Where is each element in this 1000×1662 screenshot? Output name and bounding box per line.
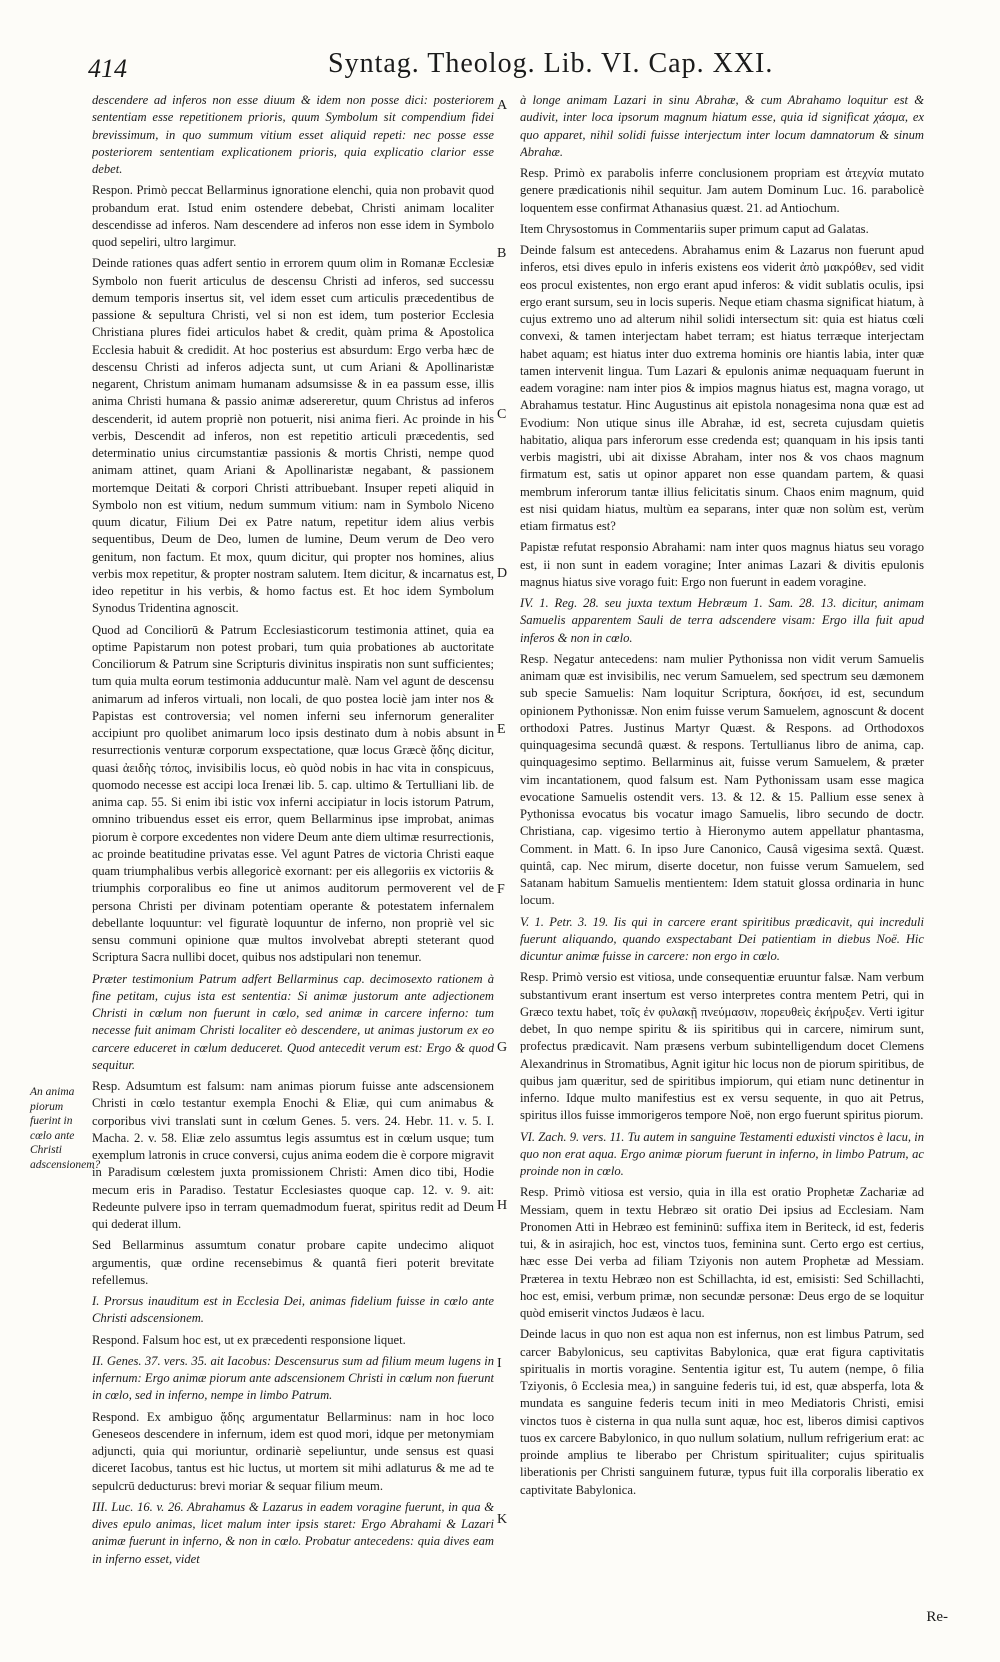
- paragraph: Quod ad Conciliorū & Patrum Ecclesiasticorum testimonia attinet, quia ea optime Papistarum non potest probari, tum quia probationes ab auctoritate Conciliorum & Patrum sine Scripturis divinitus inspiratis non sunt sufficientes; tum quia multa eorum testimonia adducuntur malè. Nam vel agunt de descensu animarum ad inferos virtuali, non locali, de quo postea lociè jam inter nos & Papistas est controversia; vel nomen inferni seu infernorum generaliter accipiunt pro quolibet animarum loco ipsis destinato dum à nobis absunt in resurrectionis venturæ corporum exspectatione, quæ locus Græcè ᾅδης dicitur, quasi ἀειδὴς τόπος, invisibilis locus, eò quòd nobis in hac vita in conspicuus, quomodo necesse est accipi loca Irenæi lib. 5. cap. ultimo & Tertulliani lib. de anima cap. 55. Si enim ibi istic vox inferni accipiatur in locis istorum Patrum, omnino tribuendus esset eis error, quem Bellarminus ipse improbat, animas piorum è corpore excedentes non videre Deum ante diem ultimæ resurrectionis, ac proinde beatitudine privatas esse. Vel agunt Patres de victoria Christi eaque quam triumphalibus verbis allegoricè exornant: per eis allegoriis ex victoriis & triumphis corporalibus eo fine ut animos auditorum permoverent vel de persona Christi per divinam potentiam operante & potestatem infernalem debellante loquuntur: vel figuratè loquuntur de inferno, non propriè vel sic sensu communi opinione quæ multos involvebat abrepti steterant quod Scriptura Sacra nullibi docet, quibus nos adstipulari non tenemur.: [92, 622, 494, 965]
- paragraph: Respon. Primò peccat Bellarminus ignoratione elenchi, quia non probavit quod probandum erat. Istud enim ostendere debebat, Christi animam localiter descendisse ad inferos. Nam descendere ad inferos non esse idem in Symbolo quod sepeliri, ultro largimur.: [92, 183, 494, 249]
- margin-letter-h: H: [497, 1198, 508, 1213]
- left-column: [92, 92, 494, 1622]
- page-header: [88, 48, 928, 84]
- paragraph: Deinde rationes quas adfert sentio in errorem quum olim in Romanæ Ecclesiæ Symbolo non fuerit articulus de descensu Christi ad inferos, sed successu demum temporis insertus sit, vel idem esset cum articulis præcedentibus de passione & sepultura Christi, vel si non est idem, tum posterior Ecclesia Christiana plures fidei articulos habet & credit, quàm prima & Apostolica Ecclesia habuit & credidit. At hoc posterius est absurdum: Ergo verba hæc de descensu Christi ad inferos adjecta sunt, ut cum Ariani & Apollinaristæ negarent, Christum animam humanam adsumsisse & in ea passum esse, illis anima Christi humana & passio animæ adsereretur, quum Christus ad inferos descenderit, id autem propriè non potuerit, nisi anima fieri. Ac proinde in his verbis, Descendit ad inferos, non est repetitio articuli præcedentis, sed determinatio unius circumstantiæ passionis & mortis Christi, nempe quod animam attinet, quam Ariani & Apollinaristæ negabant, & passionem mortemque Deitati & corpori Christi attribuebant. Insuper repeti aliquid in Symbolo non est vitium, nedum summum vitium: nam in Symbolo Niceno quum dicatur, Filium Dei ex Patre natum, repetitur idem alius verbis sequentibus, Deum de Deo, lumen de lumine, Deum verum de Deo vero genitum, non factum. Et mox, quum dicitur, qui propter nos homines, alius verbis mox repetitur, & propter nostram salutem. Item dicitur, & incarnatus est, ideo repetitur in his verbis, & homo factus est. Et hoc idem Symbolum Synodus Tridentina agnoscit.: [92, 256, 494, 616]
- paragraph: Resp. Primò ex parabolis inferre conclusionem propriam est ἀτεχνία mutato genere prædicationis nihil sequitur. Jam autem Dominum Luc. 16. parabolicè loquentem esse confirmat Athanasius quæst. 21. ad Antiochum.: [520, 166, 924, 215]
- paragraph: V. 1. Petr. 3. 19. Iis qui in carcere erant spiritibus prædicavit, qui increduli fuerunt aliquando, quando exspectabant Dei patientiam in diebus Noë. Hic dicuntur animæ fuisse in carcere: non ergo in cœlo.: [520, 914, 924, 963]
- margin-letter-i: I: [497, 1356, 502, 1371]
- margin-letter-k: K: [497, 1512, 508, 1527]
- margin-letter-g: G: [497, 1040, 508, 1055]
- running-head: Syntag. Theolog. Lib. VI. Cap. XXI.: [328, 48, 774, 79]
- paragraph: Resp. Negatur antecedens: nam mulier Pythonissa non vidit verum Samuelis animam quæ est invisibilis, nec verum Samuelem, sed spectrum seu dæmonem sub specie Samuelis: Nam loquitur Scriptura, δοκήσει, id est, secundum opinionem Pythonissæ. Non enim fuisse verum Samuelem, agnoscunt & docent orthodoxi Patres. Justinus Martyr Quæst. & Respons. ad Orthodoxos quinquagesima secundâ quæst. & respons. Tertullianus libro de anima, cap. quinquagesimo septimo. Bellarminus ait, fuisse verum Samuelem, & præter vim incantationem, quod falsum est. Nam Pythonissam usam esse magica evocatione Samuelis ostendit vers. 13. & 12. & 15. Pallium esse senex à Pythonissa evocatus bis vocatur imago Samuelis, libro secundo de doctr. Christiana, cap. vigesimo tertio à Hieronymo autem appellatur phantasma, Comment. in Matt. 6. In ipso Jure Canonico, Causâ vigesima sextâ. Quæst. quintâ, cap. Nec mirum, diserte docetur, non fuisse verum Samuelem, sed Satanam habitum Samuelis mentientem: Idem statuit glossa ordinaria in hunc locum.: [520, 651, 924, 908]
- paragraph: Deinde falsum est antecedens. Abrahamus enim & Lazarus non fuerunt apud inferos, etsi dives epulo in inferis existens eos viderit ἀπὸ μακρόθεν, sed vidit eos procul existentes, non ergo erant apud inferos: & vidit sublatis oculis, ipsi ergo erant sursum, seu in locis superis. Neque etiam chasma significat hiatum, à cujus extremo uno ad alterum nihil solidi intersectum sit: quia est hiatus cœli convexi, & tamen interjectam habet terram; est hiatus terræque interjectam habet aquam; est hiatus inter duo extrema hominis ore hiantis labia, inter quæ tamen intervenit lingua. Tum Lazari & epulonis animæ nequaquam fuerunt in eadem voragine: nam inter pios & impios magnus hiatus est, magna vorago, ut Abrahamus testatur. Hinc Augustinus ait epistola nonagesima nona quæ est ad Evodium: Non utique sinus ille Abrahæ, id est, secreta cujusdam quietis habitatio, aliqua pars inferorum esse credenda est; quanquam in his ipsis tanti verbis magistri, ubi ait dixisse Abraham, inter nos & vos chaos magnum firmatum est, satis ut opinor apparet non esse quandam partem, & quasi membrum inferorum tantæ illius felicitatis sinum. Chaos enim magnum, quid est nisi quidam hiatus, multùm ea separans, inter quæ non solùm est, verùm etiam firmatus est?: [520, 243, 924, 533]
- paragraph: Resp. Primò versio est vitiosa, unde consequentiæ eruuntur falsæ. Nam verbum substantivum erant insertum est verso interpretes contra mentem Petri, qui in Græco textu habet, τοῖς ἐν φυλακῇ πνεύμασιν, πορευθεὶς ἐκήρυξεν. Verti igitur debet, In quo nempe spiritu & iis spiritibus qui in carcere, nimirum sunt, profectus prædicavit. Nam præsens verbum subintelligendum docet Clemens Alexandrinus in Stromatibus, Agnit igitur hic locus non de piorum spiritibus, de quibus jam quæritur, sed de spiritibus impiorum, qui etiam nunc detinentur in inferno. Idque multo manifestius est ex versu sequente, in quo ait Petrus, spiritus illos fuisse immorigeros tempore Noë, non ergo fuerunt spiritus piorum.: [520, 970, 924, 1123]
- paragraph: Papistæ refutat responsio Abrahami: nam inter quos magnus hiatus seu vorago est, ii non sunt in eadem voragine; Inter animas Lazari & divitis epulonis magnus hiatus sive vorago fuit: Ergo non fuerunt in eadem voragine.: [520, 540, 924, 589]
- margin-letter-d: D: [497, 566, 508, 581]
- paragraph: III. Luc. 16. v. 26. Abrahamus & Lazarus in eadem voragine fuerunt, in qua & dives epulo animas, licet malum inter ipsis staret: Ergo Abrahami & Lazari animæ fuerunt in inferno, & non in cœlo. Probatur antecedens: quia dives eam in inferno esset, videt: [92, 1499, 494, 1566]
- margin-letter-b: B: [497, 246, 507, 261]
- page-number: 414: [88, 54, 127, 83]
- margin-letter-e: E: [497, 722, 506, 737]
- paragraph: Respond. Falsum hoc est, ut ex præcedenti responsione liquet.: [92, 1332, 406, 1347]
- paragraph: Resp. Primò vitiosa est versio, quia in illa est oratio Prophetæ Zachariæ ad Messiam, quem in textu Hebræo sit oratio Dei ipsius ad Ecclesiam. Nam Pronomen Atti in Hebræo est femininū: suffixa item in Beriteck, id est, federis tui, & in asirajich, hoc est, vinctos tuos, feminina sunt. Certo ergo est certius, hæc esse Dei verba ad filiam Tziyonis non autem Prophetæ ad Messiam. Præterea in textu Hebræo non est Schillachta, id est, emisisti: Sed Schillachti, hoc est, emisi, verbum primæ, non secundæ personæ: Deus ergo de se loquitur quòd emiserit vinctos Judæos è lacu.: [520, 1185, 924, 1320]
- paragraph: VI. Zach. 9. vers. 11. Tu autem in sanguine Testamenti eduxisti vinctos è lacu, in quo non erat aqua. Ergo animæ piorum fuerunt in inferno, in limbo Patrum, ac proinde non in cœlo.: [520, 1129, 924, 1178]
- paragraph: II. Genes. 37. vers. 35. ait Iacobus: Descensurus sum ad filium meum lugens in infernum: Ergo animæ piorum ante adscensionem Christi in cœlum non fuerunt in cœlo, sed in inferno, nempe in limbo Patrum.: [92, 1353, 494, 1403]
- paragraph: I. Prorsus inauditum est in Ecclesia Dei, animas fidelium fuisse in cœlo ante Christi adscensionem.: [92, 1294, 494, 1326]
- paragraph: Præter testimonium Patrum adfert Bellarminus cap. decimosexto rationem à fine petitam, cujus ista est sententia: Si animæ justorum ante adjectionem Christi in cœlum non fuerunt in cœlo, sed animæ in carcere inferno: tum necesse fuit animam Christi localiter eò descendere, ut animas justorum ex eo carcere educeret in cœlum deduceret. Quod antecedit verum est: Ergo & quod sequitur.: [92, 971, 494, 1072]
- paragraph: descendere ad inferos non esse diuum & idem non posse dici: posteriorem sententiam esse repetitionem prioris, quum Symbolum sit compendium fidei brevissimum, in quo summum vitium esset aliquid repeti: nec posse esse posteriorem sententiam explicationem prioris, quia explicatio clarior esse debet.: [92, 93, 494, 176]
- paragraph: à longe animam Lazari in sinu Abrahæ, & cum Abrahamo loquitur est & audivit, inter loca ipsorum magnum hiatum esse, quia id significat χάσμα, ex quo apparet, nihil solidi fuisse interjectum inter locum damnatorum & sinum Abrahæ.: [520, 93, 924, 159]
- margin-note: An anima piorum fuerint in cœlo ante Christi adscensionem?: [30, 1086, 101, 1171]
- margin-letter-c: C: [497, 407, 507, 422]
- paragraph: Resp. Adsumtum est falsum: nam animas piorum fuisse ante adscensionem Christi in cœlo testantur exempla Enochi & Eliæ, qui cum animabus & corporibus vivi translati sunt in cœlum Genes. 5. vers. 24. Hebr. 11. v. 5. I. Macha. 2. v. 58. Eliæ zelo assumtus legis assumtus est in cœlum usque; tum exemplum latronis in cruce conversi, cujus anima eodem die è corpore migravit in Paradisum cœlestem juxta promissionem Christi: Amen dico tibi, Hodie mecum eris in Paradiso. Testatur Ecclesiastes quoque cap. 12. v. 9. ait: Redeunte pulvere ipso in terram quemadmodum fuerat, spiritus redit ad Deum qui dederat illum.: [92, 1079, 494, 1231]
- right-column: [520, 92, 924, 1612]
- margin-letter-f: F: [497, 882, 505, 897]
- paragraph: Item Chrysostomus in Commentariis super primum caput ad Galatas.: [520, 221, 869, 236]
- paragraph: Deinde lacus in quo non est aqua non est infernus, non est limbus Patrum, sed carcer Babylonicus, seu captivitas Babylonica, quæ erat figura captivitatis spiritualis in mortis voragine. Sententia igitur est, Tu autem (nempe, ô filia Tziyonis, ô Ecclesia mea,) in sanguine federis tui, id est, quæ absperfa, lota & mundata es sanguine federis tecum initi in meo Mediatoris Christi, emisi vinctos tuos è cisterna in qua nulla sunt aquæ, hoc est, liberos dimisi captivos tuos ex carcere Babylonico, in quo nullum solatium, nullum refrigerium erat: ac proinde amplius te liberabo per Christum spiritualiter; cujus spiritualis liberationis per Christi sanguinem futuræ, typus fuit illa corporalis liberatio ex captivitate Babylonica.: [520, 1327, 924, 1497]
- paragraph: IV. 1. Reg. 28. seu juxta textum Hebræum 1. Sam. 28. 13. dicitur, animam Samuelis apparentem Sauli de terra adscendere visam: Ergo illa fuit apud inferos & non in cœlo.: [520, 596, 924, 645]
- margin-letter-a: A: [497, 98, 508, 113]
- paragraph: Sed Bellarminus assumtum conatur probare capite undecimo aliquot argumentis, quæ ordine recensebimus & quantâ fieri poterit brevitate refellemus.: [92, 1238, 494, 1287]
- catchword: Re-: [926, 1609, 948, 1625]
- paragraph: Respond. Ex ambiguo ᾅδης argumentatur Bellarminus: nam in hoc loco Geneseos descendere in infernum, idem est quod mori, idque per metonymiam adjuncti, quia qui moriuntur, ordinariè sepeliuntur, unde sensus est quasi diceret Iacobus, tantus est hic luctus, ut mortem sit mihi adlaturus & me ad te sepulcrū deducturus: brevi moriar & sequar filium meum.: [92, 1409, 494, 1493]
